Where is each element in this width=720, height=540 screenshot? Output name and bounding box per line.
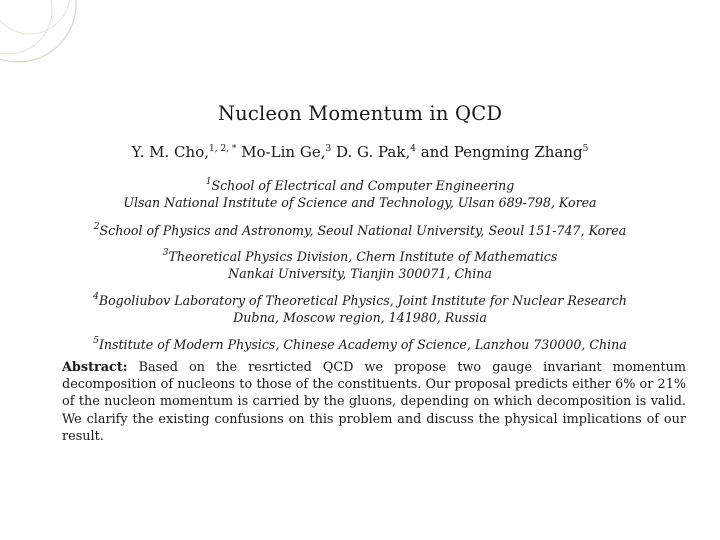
author-affiliation-marker: 1, 2, * xyxy=(209,144,237,154)
author-list xyxy=(0,143,720,161)
affiliation-2 xyxy=(0,222,720,239)
affiliation-marker: 3 xyxy=(162,248,169,258)
paper-title: Nucleon Momentum in QCD xyxy=(217,102,503,125)
affiliation-3 xyxy=(0,248,720,282)
abstract xyxy=(62,359,686,445)
affiliation-1 xyxy=(0,177,720,211)
abstract-text: Based on the resrticted QCD we propose two gauge invariant momentum decomposition of nucleons to those of the constituents. Our proposal predicts either 6% or 21% of the nucleon momentum is carried by the gluons, depending on which decomposition is valid. We clarify the existing confusions on this problem and discuss the physical implications of our result. xyxy=(62,360,686,444)
author-affiliation-marker: 3 xyxy=(325,144,332,154)
affiliation-marker: 1 xyxy=(205,177,212,187)
author-name: Y. M. Cho, xyxy=(131,143,209,161)
affiliation-line: Nankai University, Tianjin 300071, China xyxy=(228,266,492,281)
author-affiliation-marker: 4 xyxy=(410,144,416,154)
affiliation-marker: 2 xyxy=(93,222,100,232)
affiliation-4 xyxy=(0,292,720,326)
affiliation-line: School of Electrical and Computer Engineering xyxy=(211,178,515,193)
affiliation-marker: 5 xyxy=(93,336,99,346)
author-name: Mo-Lin Ge, xyxy=(241,143,326,161)
affiliation-line: Theoretical Physics Division, Chern Institute of Mathematics xyxy=(168,249,558,264)
affiliation-line: Ulsan National Institute of Science and Technology, Ulsan 689-798, Korea xyxy=(123,195,597,210)
affiliation-line: Bogoliubov Laboratory of Theoretical Physics, Joint Institute for Nuclear Research xyxy=(98,293,627,308)
author-name: D. G. Pak, xyxy=(335,143,411,161)
affiliation-line: School of Physics and Astronomy, Seoul National University, Seoul 151-747, Korea xyxy=(99,223,627,238)
author-affiliation-marker: 5 xyxy=(582,144,589,154)
author-name: and Pengming Zhang xyxy=(420,143,583,161)
abstract-label: Abstract: xyxy=(62,360,128,375)
affiliation-marker: 4 xyxy=(93,292,99,302)
affiliation-line: Dubna, Moscow region, 141980, Russia xyxy=(233,310,487,325)
affiliation-line: Institute of Modern Physics, Chinese Academy of Science, Lanzhou 730000, China xyxy=(98,337,627,352)
affiliation-5 xyxy=(0,336,720,353)
